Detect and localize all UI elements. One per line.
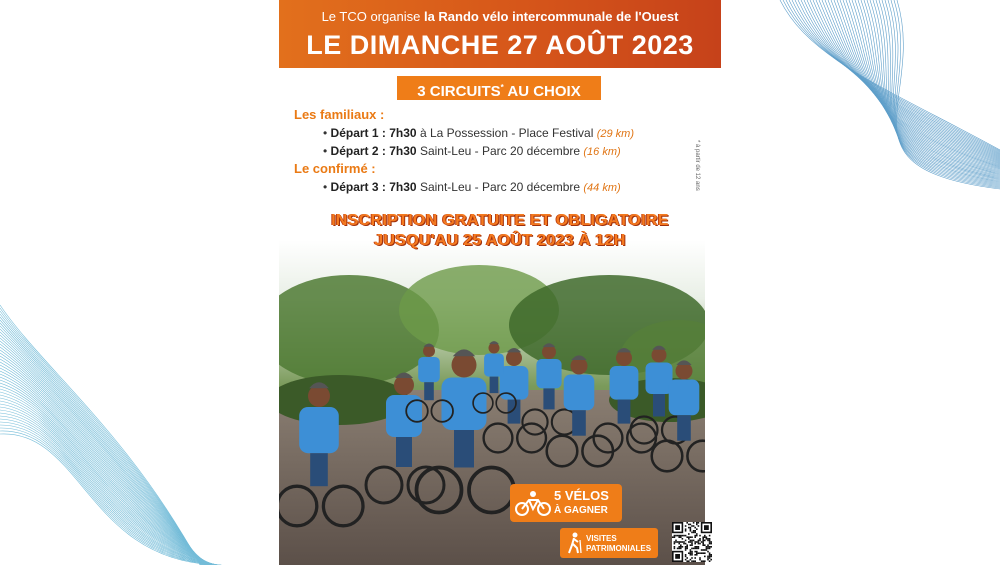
event-poster bbox=[279, 0, 721, 565]
bicycle-icon bbox=[514, 490, 552, 516]
banner-subtitle: Le TCO organise la Rando vélo intercommunale de l'Ouest bbox=[321, 9, 679, 24]
group-confirme-title: Le confirmé : bbox=[294, 161, 376, 176]
cyclists-photo bbox=[279, 240, 705, 565]
heritage-visits-badge: VISITES PATRIMONIALES bbox=[560, 528, 658, 558]
header-banner bbox=[279, 0, 721, 68]
registration-line-2: JUSQU'AU 25 AOÛT 2023 À 12H bbox=[374, 232, 626, 249]
departure-3: • Départ 3 : 7h30 Saint-Leu - Parc 20 décembre (44 km) bbox=[323, 180, 621, 194]
circuits-label: 3 CIRCUITS* AU CHOIX bbox=[397, 76, 601, 100]
departure-1: • Départ 1 : 7h30 à La Possession - Place Festival (29 km) bbox=[323, 126, 634, 140]
group-familiaux-title: Les familiaux : bbox=[294, 107, 385, 122]
event-date: LE DIMANCHE 27 AOÛT 2023 bbox=[306, 30, 694, 60]
departure-2: • Départ 2 : 7h30 Saint-Leu - Parc 20 décembre (16 km) bbox=[323, 144, 621, 158]
wave-mesh-decoration-top-right bbox=[770, 0, 1000, 230]
registration-line-1: INSCRIPTION GRATUITE ET OBLIGATOIRE bbox=[331, 212, 669, 229]
qr-code bbox=[672, 522, 712, 562]
hiker-icon bbox=[565, 532, 583, 554]
wave-mesh-decoration-bottom-left bbox=[0, 285, 240, 565]
bikes-to-win-badge: 5 VÉLOS À GAGNER bbox=[510, 484, 622, 522]
age-footnote: * à partir de 12 ans bbox=[694, 140, 700, 191]
